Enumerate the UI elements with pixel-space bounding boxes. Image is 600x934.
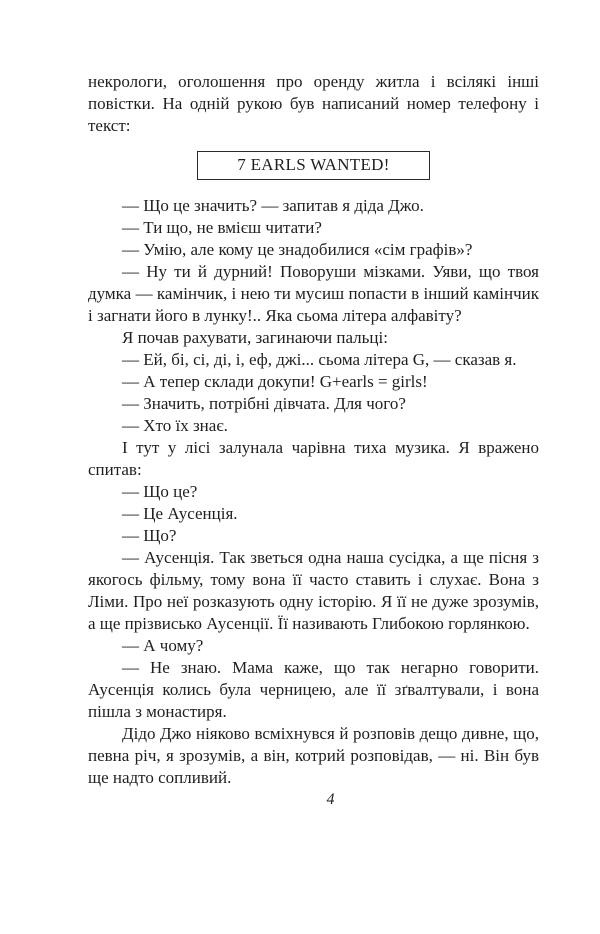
paragraph: — А чому?	[122, 636, 204, 655]
paragraph: — Ти що, не вмієш читати?	[122, 218, 322, 237]
page-number: 4	[326, 791, 335, 808]
paragraph: Дідо Джо ніяково всміхнувся й розповів дещо дивне, що, певна річ, я зрозумів, а він, котрий розповідав, — ні. Він був ще надто сопливий.	[88, 724, 539, 787]
opening-paragraph: некрологи, оголошення про оренду житла і всілякі інші повістки. На одній рукою був написаний номер телефону і текст:	[88, 72, 539, 135]
paragraph: — Умію, але кому це знадобилися «сім графів»?	[122, 240, 473, 259]
paragraph: — Це Аусенція.	[122, 504, 238, 523]
paragraph: І тут у лісі залунала чарівна тиха музика. Я вражено спитав:	[88, 438, 539, 479]
paragraph: — Ну ти й дурний! Поворуши мізками. Уяви, що твоя думка — камінчик, і нею ти мусиш попасти в інший камінчик і загнати його в лунку!.. Яка сьома літера алфавіту?	[88, 262, 539, 325]
paragraph: — Хто їх знає.	[122, 416, 228, 435]
paragraph: — Що?	[122, 526, 177, 545]
paragraph: — Що це?	[122, 482, 198, 501]
advertisement-text: 7 EARLS WANTED!	[237, 155, 390, 174]
paragraph: — Аусенція. Так зветься одна наша сусідка, а ще пісня з якогось фільму, тому вона її часто ставить і слухає. Вона з Ліми. Про неї розказують одну історію. Я її не дуже зрозумів, а ще прізвисько Аусенції. Її називають Глибокою горлянкою.	[88, 548, 539, 633]
paragraph: — Ей, бі, сі, ді, і, еф, джі... сьома літера G, — сказав я.	[122, 350, 517, 369]
advertisement-box	[197, 151, 430, 180]
paragraph: Я почав рахувати, загинаючи пальці:	[122, 328, 388, 347]
paragraph: — Що це значить? — запитав я діда Джо.	[122, 196, 424, 215]
paragraph: — А тепер склади докупи! G+earls = girls!	[122, 372, 428, 391]
paragraph: — Не знаю. Мама каже, що так негарно говорити. Аусенція колись була черницею, але її зґвалтували, і вона пішла з монастиря.	[88, 658, 539, 721]
paragraph: — Значить, потрібні дівчата. Для чого?	[122, 394, 406, 413]
